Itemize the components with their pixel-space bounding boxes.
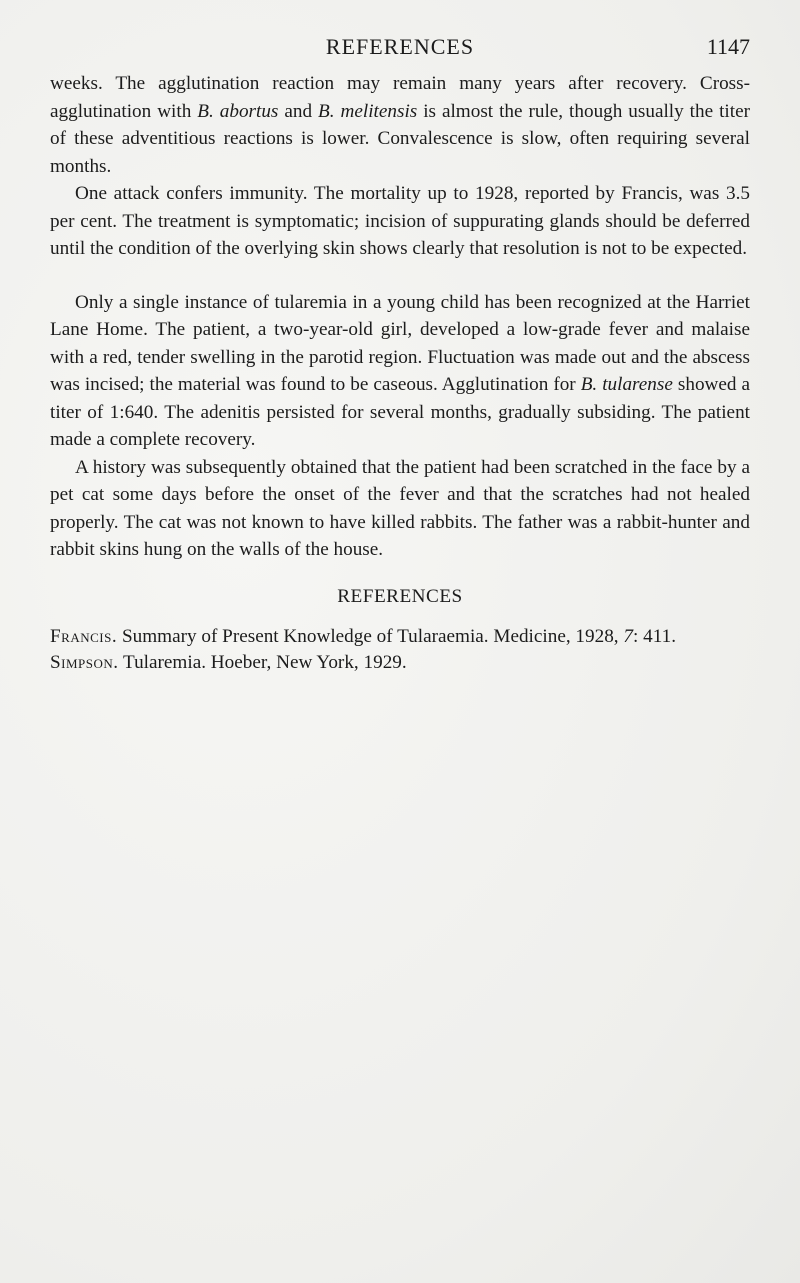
reference-pages: : 411. — [633, 625, 676, 647]
paragraph-case-report — [50, 289, 750, 454]
species-name: B. tularense — [580, 374, 673, 395]
species-name: B. abortus — [197, 100, 279, 122]
reference-author: Francis. — [50, 625, 118, 647]
paragraph-history: A history was subsequently obtained that the patient had been scratched in the face by a pet cat some days before the onset of the fever and that the scratches had not healed properly. The cat was not known to have killed rabbits. The father was a rabbit-hunter and rabbit skins hung on the walls of the house. — [50, 456, 750, 560]
running-head — [50, 34, 750, 68]
paragraph-text: and — [278, 100, 319, 122]
reference-entry — [50, 650, 750, 676]
reference-text: Summary of Present Knowledge of Tularaemia. Medicine, 1928, — [117, 625, 624, 647]
paragraph-text: Only a single instance of tularemia in a young child has been recognized at the Harriet Lane Home. The patient, a two-year-old girl, developed a low-grade fever and malaise with a red, tender swelling in the parotid region. Fluctuation was made out and the abscess was incised; the material was found to be caseous. Agglutination for — [50, 291, 750, 395]
body-text — [50, 70, 750, 676]
paragraph-text: showed a titer of 1:640. The adenitis persisted for several months, gradually subsiding. The patient made a complete recovery. — [50, 374, 751, 450]
paragraph-convalescence — [50, 70, 750, 180]
reference-text: Tularemia. Hoeber, New York, 1929. — [118, 651, 407, 673]
paragraph-text: is almost the rule, though usually the titer of these adventitious reactions is lower. Convalescence is slow, often requiring several months. — [50, 100, 750, 177]
reference-entry — [50, 624, 750, 650]
paragraph-gap — [50, 263, 750, 289]
reference-volume: 7 — [623, 625, 633, 647]
page-number: 1147 — [706, 34, 750, 59]
species-name: B. melitensis — [318, 100, 418, 122]
running-title: REFERENCES — [325, 34, 475, 59]
reference-author: Simpson. — [50, 651, 119, 673]
paragraph-immunity: One attack confers immunity. The mortality up to 1928, reported by Francis, was 3.5 per cent. The treatment is symptomatic; incision of suppurating glands should be deferred until the condition of the overlying skin shows clearly that resolution is not to be expected. — [50, 183, 750, 259]
references-heading: REFERENCES — [337, 585, 463, 607]
paragraph-text: weeks. The agglutination reaction may remain many years after recovery. Cross-agglutination with — [50, 73, 750, 122]
